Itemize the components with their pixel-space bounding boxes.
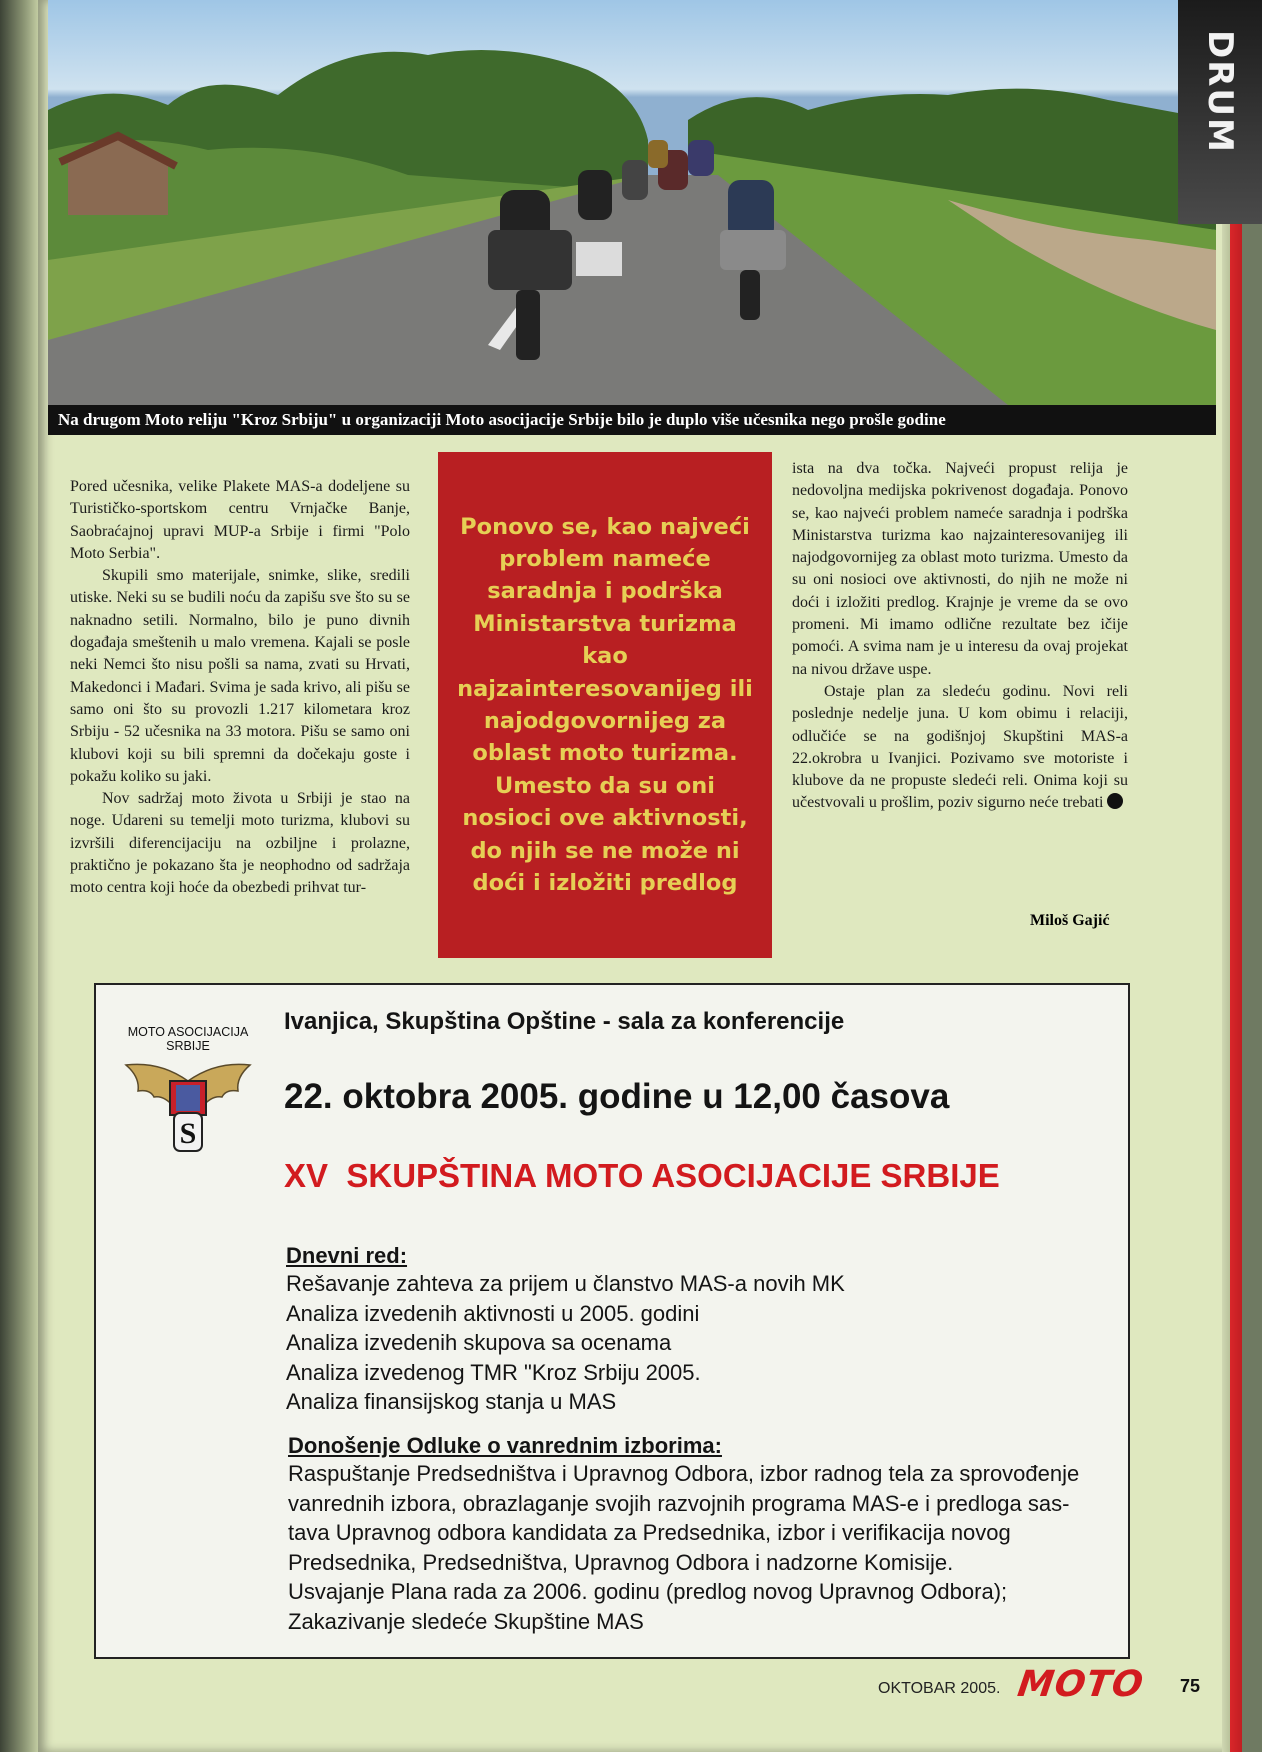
article-right-column — [792, 458, 1128, 815]
meeting-date: 22. oktobra 2005. godine u 12,00 časova — [284, 1077, 950, 1116]
decision-section — [288, 1433, 1114, 1636]
agenda-section — [286, 1243, 1106, 1417]
end-mark-icon — [1107, 793, 1123, 809]
article-author: Miloš Gajić — [1030, 912, 1110, 929]
logo-text — [110, 1025, 266, 1053]
pull-quote-text: Ponovo se, kao najveći problem nameće saradnja i podrška Ministarstva turizma kao najzainteresovanijeg ili najodgovornijeg za oblast moto turizma. Umesto da su oni nosioci ove aktivnosti, do njih se ne može ni doći i izložiti predlog — [457, 513, 753, 897]
section-tab-label: DRUM — [1200, 30, 1240, 154]
motorcycle-rally-photo — [48, 0, 1240, 405]
article-paragraph: ista na dva točka. Najveći propust relija je nedovoljna medijska pokrivenost događaja. Ponovo se, kao najveći problem nameće saradnja i podrška Ministarstva turizma kao najzainteresovanijeg ili najodgovornijeg za oblast moto turizma. Umesto da su oni nosioci ove aktivnosti, do njih ne može ni doći i izložiti predlog. Krajnje je vreme da se ovo promeni. Mi imamo odlične rezultate bez ičije pomoći. A svima nam je u interesu da ovaj projekat na nivou države uspe. — [792, 460, 1128, 678]
article-paragraph: Ostaje plan za sledeću godinu. Novi reli poslednje nedelje juna. U kom obimu i relaciji, odlučiće se na godišnjoj Skupštini MAS-a 22.okrobra u Ivanjici. Pozivamo sve motoriste i klubove da ne propuste sledeći reli. Onima koji su učestvovali u prošlim, poziv sigurno neće trebati — [792, 682, 1128, 812]
article-paragraph: Nov sadržaj moto života u Srbiji je stao na noge. Udareni su temelji moto turizma, klubovi su izvršili diferencijaciju na ozbiljne i prolazne, praktično je pokazano šta je neophodno od sadržaja moto centra koji hoće da obezbedi prihvat tur- — [70, 790, 410, 897]
logo-letter: S — [179, 1117, 197, 1150]
meeting-venue: Ivanjica, Skupština Opštine - sala za konferencije — [284, 1008, 845, 1035]
magazine-logo: MOTO — [1015, 1664, 1147, 1705]
decision-line: Predsednika, Predsedništva, Upravnog Odbora i nadzorne Komisije. — [288, 1549, 954, 1575]
agenda-item: Analiza izvedenih skupova sa ocenama — [286, 1330, 672, 1355]
decision-line: Raspuštanje Predsedništva i Upravnog Odbora, izbor radnog tela za sprovođenje — [288, 1461, 1080, 1486]
logo-text-bottom: SRBIJE — [166, 1039, 210, 1053]
pull-quote-box — [438, 452, 772, 958]
decision-line: tava Upravnog odbora kandidata za Predsednika, izbor i verifikacija novog — [288, 1520, 1011, 1545]
article-paragraph-end — [792, 681, 1128, 815]
agenda-item: Analiza izvedenih aktivnosti u 2005. godini — [286, 1300, 700, 1326]
decision-line: vanrednih izbora, obrazlaganje svojih razvojnih programa MAS-e i predloga sas- — [288, 1490, 1070, 1516]
announcement-box — [94, 983, 1130, 1659]
page-edge — [1222, 0, 1242, 1752]
issue-date: OKTOBAR 2005. — [878, 1680, 1001, 1697]
decision-line: Zakazivanje sledeće Skupštine MAS — [288, 1608, 644, 1634]
association-logo — [110, 1025, 266, 1155]
section-tab — [1178, 0, 1262, 224]
photo-illustration — [48, 0, 1216, 405]
agenda-item: Analiza finansijskog stanja u MAS — [286, 1389, 617, 1414]
article-left-column — [70, 476, 410, 900]
logo-text-top: MOTO ASOCIJACIJA — [127, 1025, 249, 1039]
page-binding — [0, 0, 40, 1752]
decision-line: Usvajanje Plana rada za 2006. godinu (predlog novog Upravnog Odbora); — [288, 1579, 1008, 1604]
agenda-heading: Dnevni red: — [286, 1243, 408, 1268]
decision-heading: Donošenje Odluke o vanrednim izborima: — [288, 1433, 722, 1458]
photo-caption: Na drugom Moto reliju "Kroz Srbiju" u organizaciji Moto asocijacije Srbije bilo je duplo više učesnika nego prošle godine — [48, 405, 1216, 435]
article-paragraph: Pored učesnika, velike Plakete MAS-a dodeljene su Turističko-sportskom centru Vrnjačke Banje, Saobraćajnoj upravi MUP-a Srbije i firmi "Polo Moto Serbia". — [70, 478, 410, 562]
agenda-item: Rešavanje zahteva za prijem u članstvo MAS-a novih MK — [286, 1271, 845, 1296]
article-paragraph: Skupili smo materijale, snimke, slike, sredili utiske. Neki su se budili noću da zapišu sve što su se naknadno setili. Normalno, bilo je puno divnih događaja smeštenih u malo vremena. Kajali se posle neki Nemci što nisu pošli sa nama, zvati su Hrvati, Makedonci i Mađari. Svima je sada krivo, ali pišu se samo oni što su provozli 1.217 kilometara kroz Srbiju - 52 učesnika na 33 motora. Pišu se samo oni klubovi koji su bili spremni da dočekaju goste i pokažu koliko su jaki. — [70, 567, 410, 785]
meeting-title: XV SKUPŠTINA MOTO ASOCIJACIJE SRBIJE — [284, 1157, 1000, 1194]
agenda-item: Analiza izvedenog TMR "Kroz Srbiju 2005. — [286, 1359, 701, 1385]
page-number: 75 — [1180, 1676, 1201, 1696]
eagle-emblem-icon — [120, 1051, 256, 1155]
